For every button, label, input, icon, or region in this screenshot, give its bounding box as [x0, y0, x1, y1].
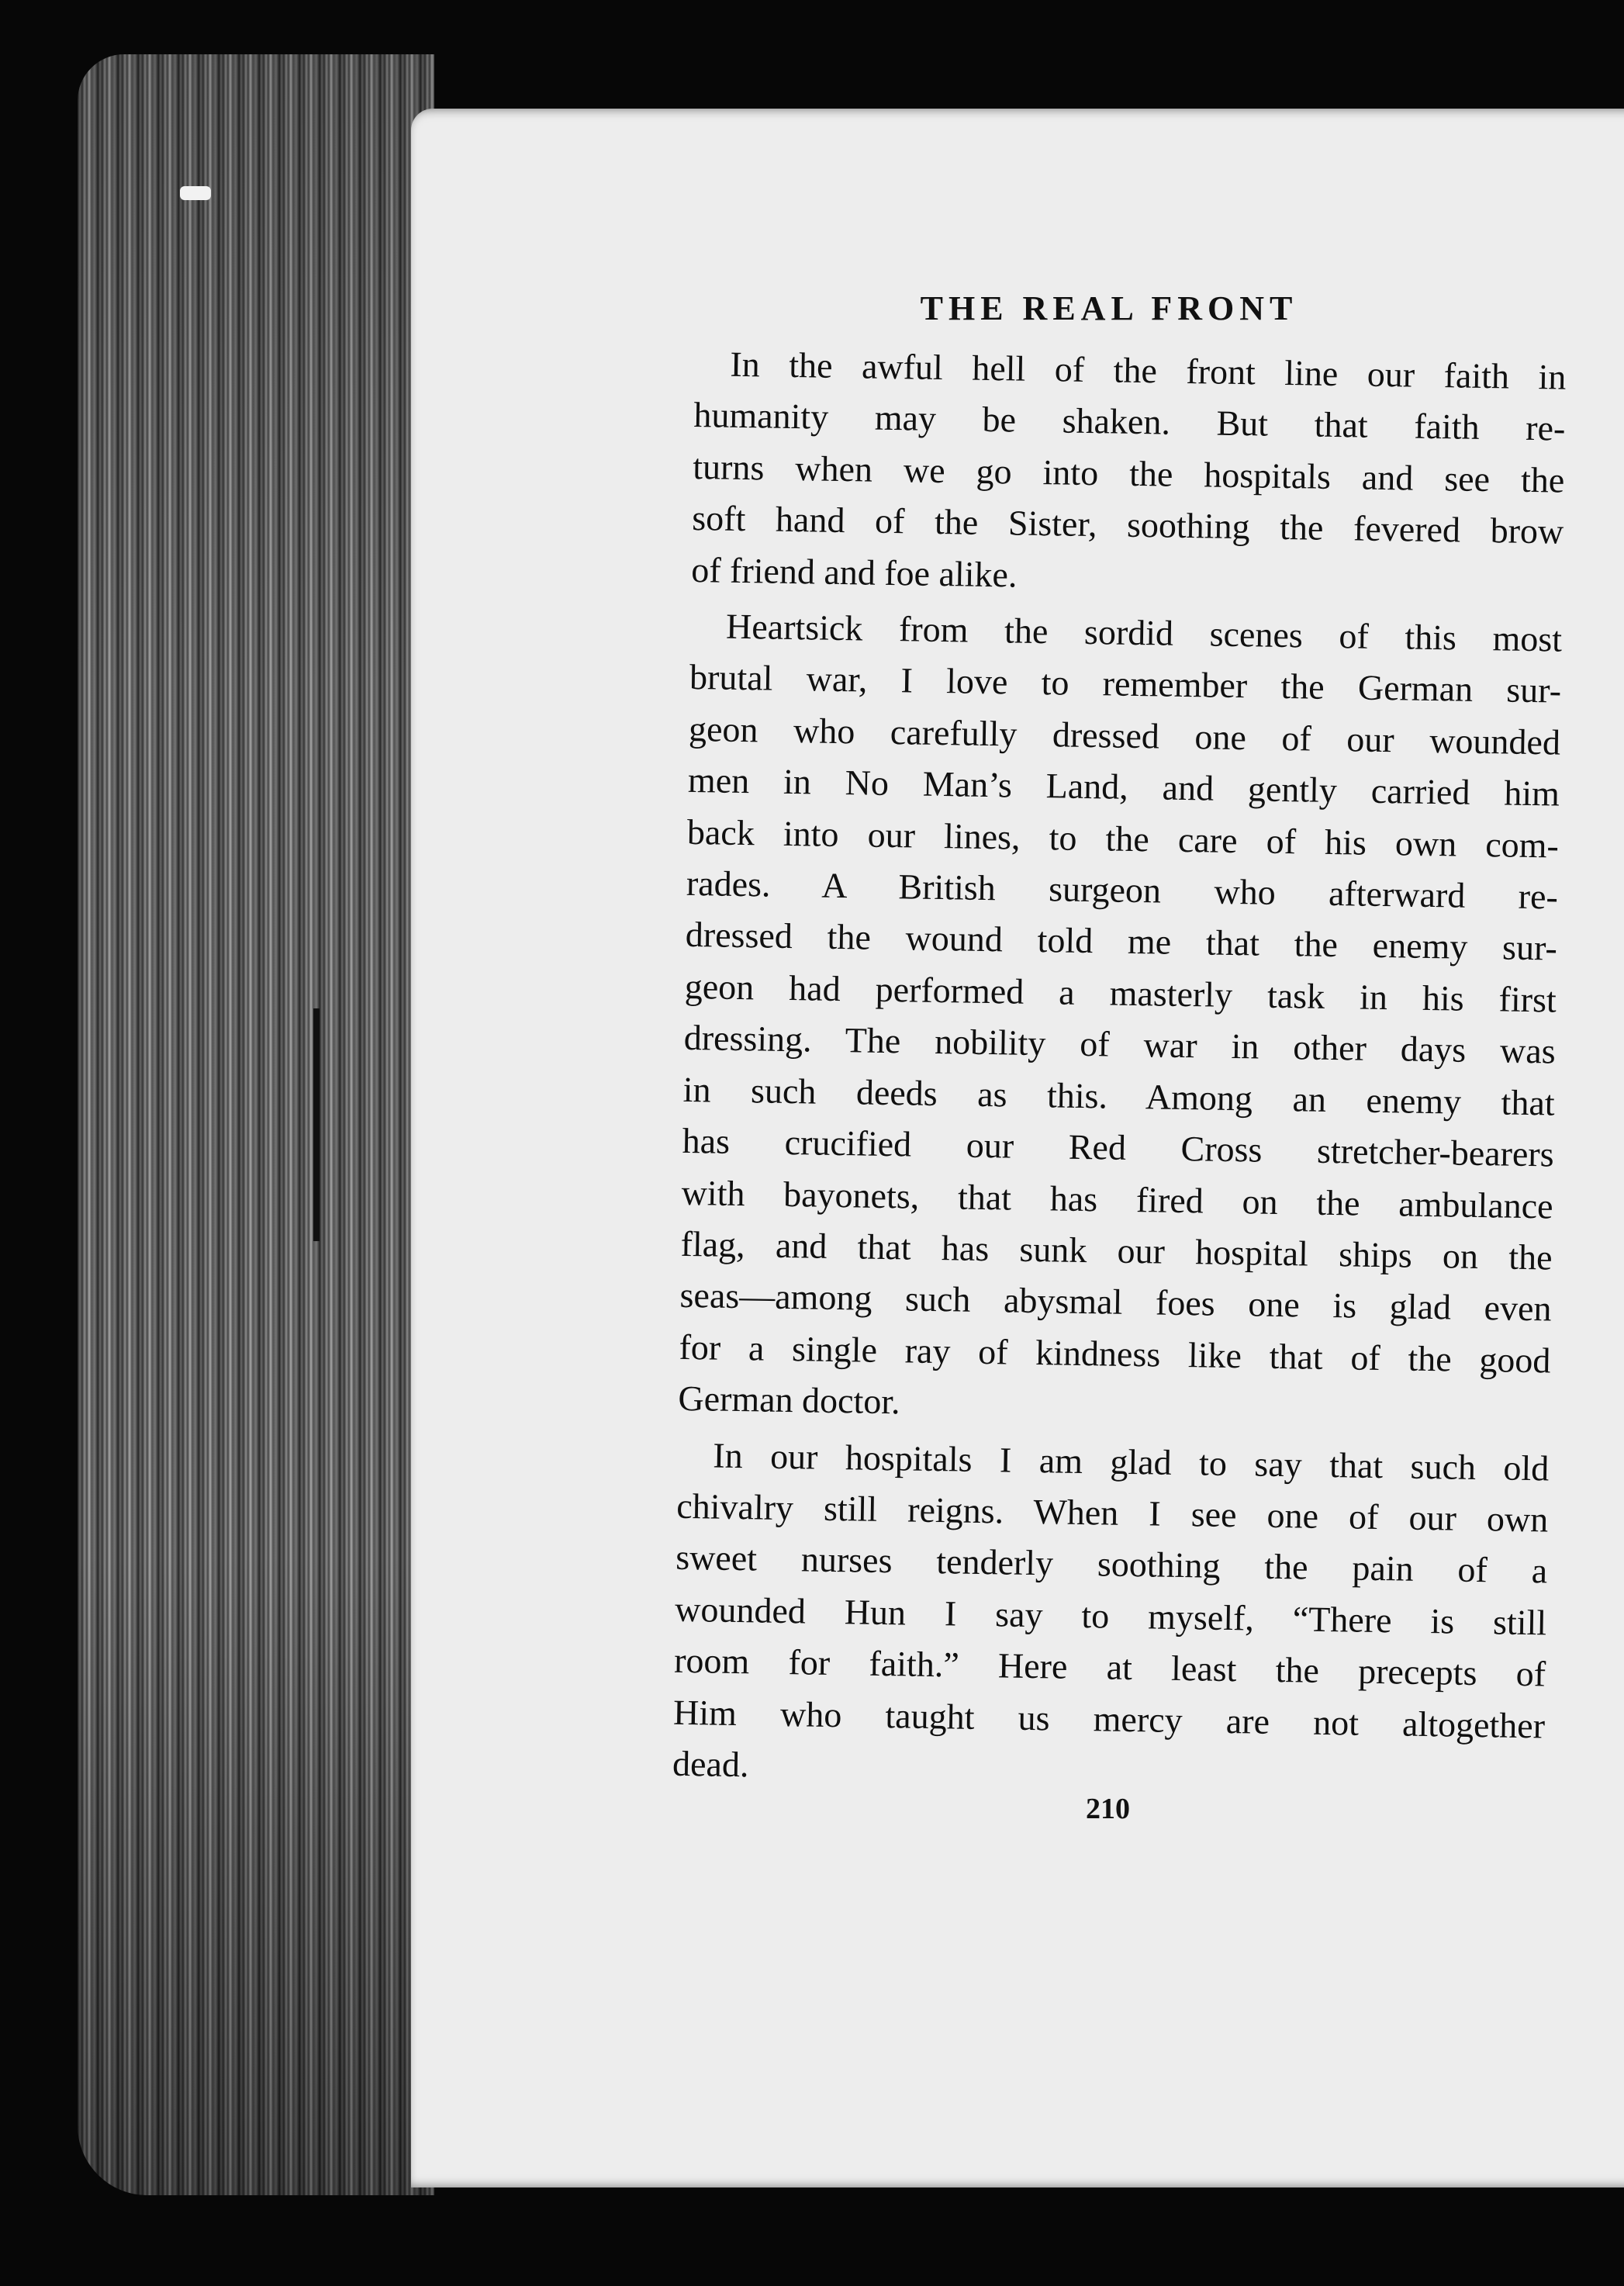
text-line: geon had performed a masterly task in his first [684, 966, 1557, 1020]
body-text [672, 338, 1567, 1808]
text-line: geon who carefully dressed one of our wounded [688, 708, 1561, 763]
text-line: dressed the wound told me that the enemy sur- [685, 915, 1558, 969]
text-line: sweet nurses tenderly soothing the pain of a [675, 1537, 1548, 1591]
edge-dark-streak [313, 1008, 320, 1241]
text-line: flag, and that has sunk our hospital ships on the [680, 1223, 1553, 1278]
text-line: room for faith.” Here at least the precepts of [673, 1640, 1546, 1694]
text-line: dressing. The nobility of war in other days was [683, 1018, 1557, 1071]
edge-scratch-mark [180, 186, 211, 200]
paragraph [672, 1429, 1550, 1803]
text-line: dead. [672, 1743, 749, 1785]
text-line: for a single ray of kindness like that of the good [679, 1326, 1551, 1381]
text-line: In our hospitals I am glad to say that such old [712, 1435, 1550, 1489]
text-line: humanity may be shaken. But that faith re- [693, 395, 1566, 449]
text-line: with bayonets, that has fired on the ambulance [681, 1172, 1553, 1226]
text-line: back into our lines, to the care of his own com- [686, 811, 1560, 866]
text-line: wounded Hun I say to myself, “There is still [674, 1589, 1547, 1643]
text-line: of friend and foe alike. [690, 549, 1018, 595]
text-line: has crucified our Red Cross stretcher-bearers [682, 1120, 1555, 1174]
text-line: German doctor. [678, 1378, 901, 1422]
text-line: soft hand of the Sister, soothing the fevered brow [691, 498, 1564, 552]
paragraph [691, 338, 1567, 610]
text-line: chivalry still reigns. When I see one of our own [676, 1485, 1549, 1540]
text-line: brutal war, I love to remember the German sur- [689, 657, 1562, 711]
text-line: men in No Man’s Land, and gently carried him [687, 760, 1560, 814]
text-line: In the awful hell of the front line our faith in [730, 344, 1567, 397]
running-head: THE REAL FRONT [920, 289, 1298, 327]
text-line: Him who taught us mercy are not altogether [672, 1692, 1546, 1745]
text-line: seas—among such abysmal foes one is glad even [679, 1275, 1552, 1329]
paragraph [678, 600, 1563, 1438]
text-line: Heartsick from the sordid scenes of this most [725, 606, 1563, 659]
text-line: in such deeds as this. Among an enemy that [682, 1069, 1556, 1123]
text-line: rades. A British surgeon who afterward re- [686, 863, 1559, 917]
book-page-edges [78, 54, 434, 2195]
text-line: turns when we go into the hospitals and see the [693, 446, 1565, 500]
page-number: 210 [1086, 1793, 1130, 1825]
